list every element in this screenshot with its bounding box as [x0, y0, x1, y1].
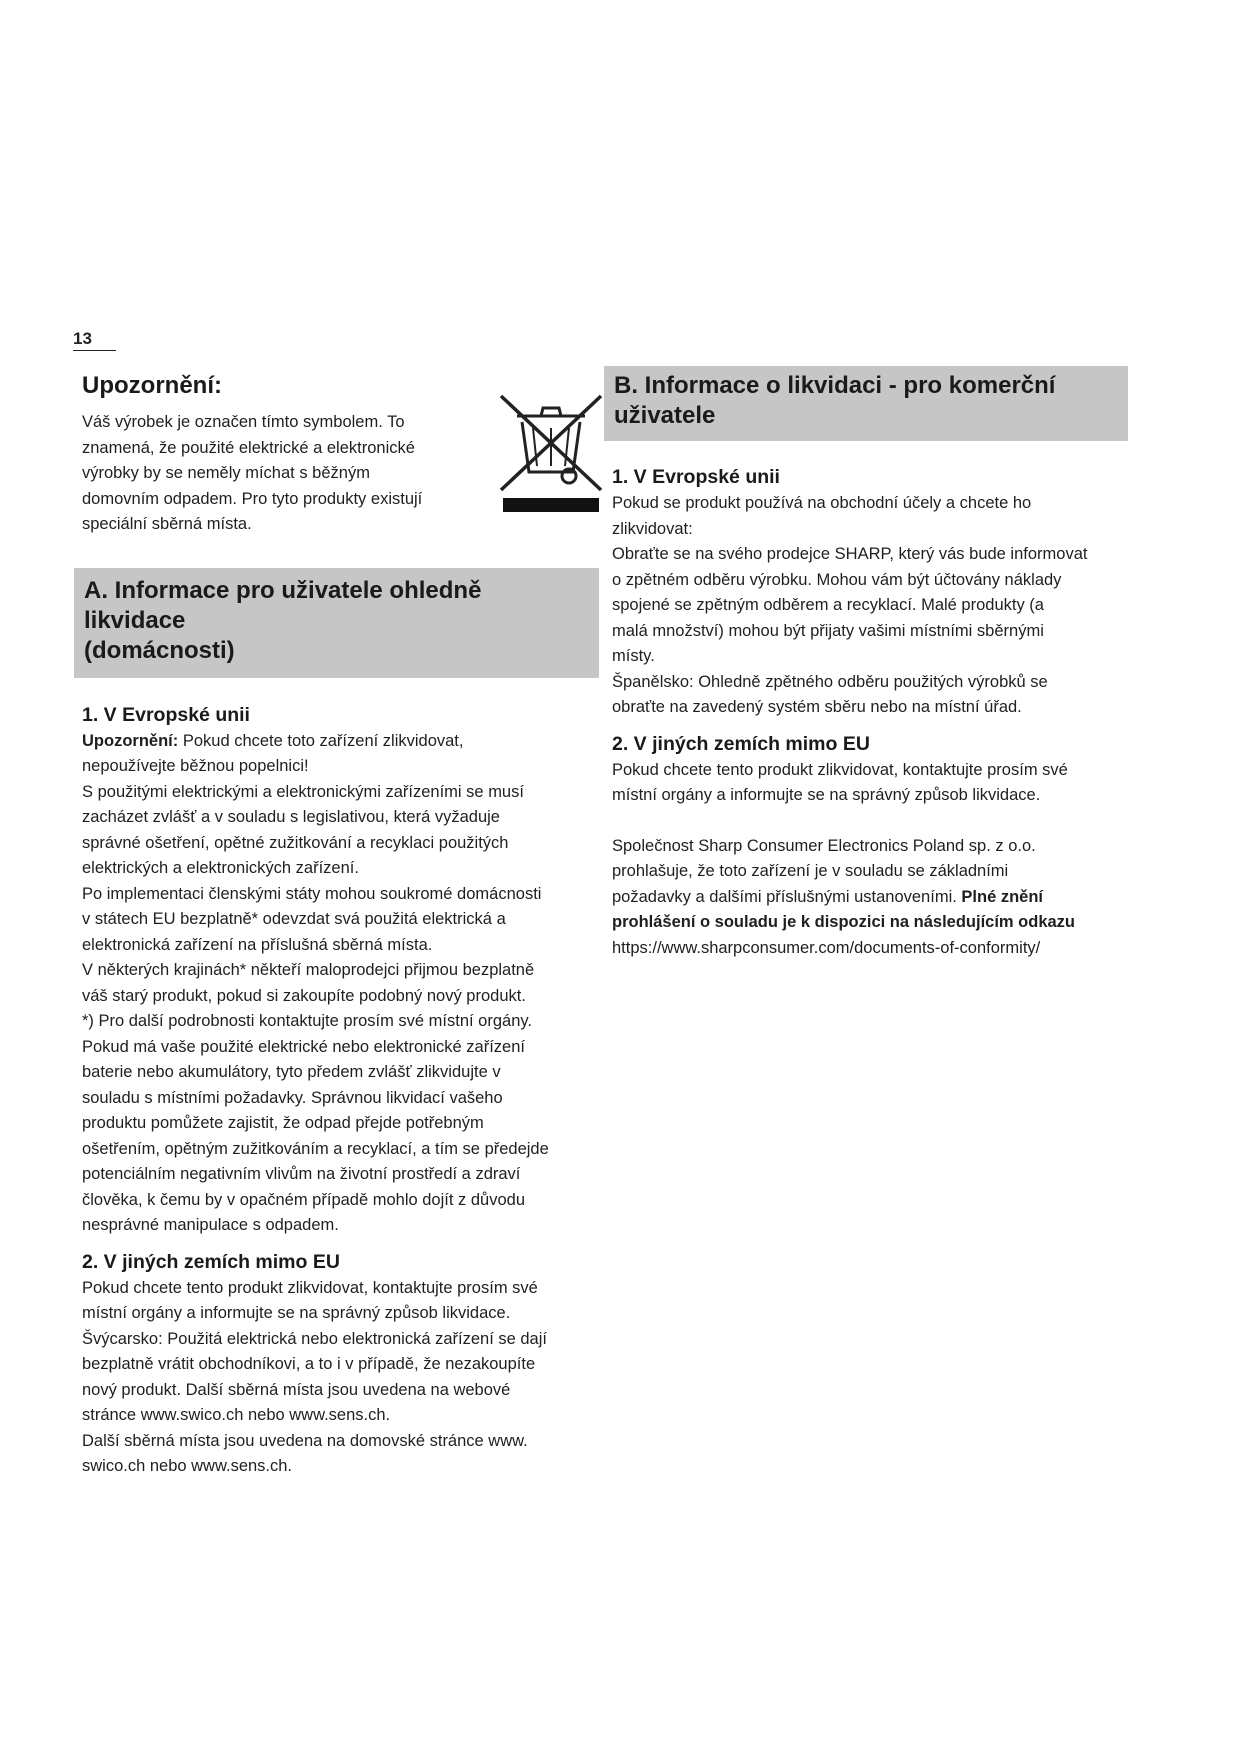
section-b-non-eu-heading: 2. V jiných zemích mimo EU [612, 732, 870, 755]
page-number: 13 [73, 328, 116, 351]
section-b-eu-text [612, 491, 1132, 721]
text-line: nepoužívejte běžnou popelnici! [82, 757, 309, 775]
text-line: Pokud chcete tento produkt zlikvidovat, kontaktujte prosím své [82, 1278, 538, 1297]
section-b-header [604, 366, 1128, 441]
text-line: bezplatně vrátit obchodníkovi, a to i v případě, že nezakoupíte [82, 1355, 536, 1373]
conformity-declaration [612, 834, 1132, 962]
text-line: zlikvidovat: [612, 519, 693, 538]
text-line: místní orgány a informujte se na správný způsob likvidace. [82, 1304, 511, 1322]
text-line: spojené se zpětným odběrem a recyklací. Malé produkty (a [612, 596, 1044, 614]
text-line: nesprávné manipulace s odpadem. [82, 1216, 339, 1234]
text-line: nový produkt. Další sběrná místa jsou uvedena na webové [82, 1380, 511, 1399]
section-a-title-line: (domácnosti) [84, 636, 235, 664]
section-b-title-line: uživatele [614, 402, 716, 429]
section-a-eu-text [82, 729, 592, 1239]
text-line: Švýcarsko: Použitá elektrická nebo elektronická zařízení se dají [82, 1329, 547, 1348]
section-a-non-eu [82, 1251, 592, 1480]
notice-line: Váš výrobek je označen tímto symbolem. To [82, 413, 405, 431]
section-b-eu-heading: 1. V Evropské unii [612, 466, 780, 488]
notice-title: Upozornění: [82, 372, 222, 399]
section-b-non-eu [612, 733, 1132, 809]
text-line: místy. [612, 647, 655, 665]
text-line: Španělsko: Ohledně zpětného odběru použitých výrobků se [612, 672, 1048, 691]
text-line: souladu s místními požadavky. Správnou likvidací vašeho [82, 1088, 503, 1107]
text-line: malá množství) mohou být přijaty vašimi místními sběrnými [612, 621, 1044, 640]
text-line [612, 885, 1132, 911]
text-line: Obraťte se na svého prodejce SHARP, který vás bude informovat [612, 545, 1088, 563]
section-a-title-line: A. Informace pro uživatele ohledně likvidace [84, 576, 482, 634]
notice-line: znamená, že použité elektrické a elektronické [82, 438, 415, 457]
text-line: swico.ch nebo www.sens.ch. [82, 1457, 293, 1475]
text-line: obraťte na zavedený systém sběru nebo na místní úřad. [612, 698, 1022, 716]
conformity-url-link[interactable]: https://www.sharpconsumer.com/documents-of-conformity/ [612, 938, 1041, 957]
left-column [82, 360, 592, 1480]
section-b-eu [612, 466, 1132, 721]
section-a-non-eu-text [82, 1276, 592, 1480]
text-line: potenciálním negativním vlivům na životní prostředí a zdraví [82, 1165, 521, 1183]
section-a-non-eu-heading: 2. V jiných zemích mimo EU [82, 1250, 340, 1273]
text-line [82, 729, 592, 755]
warning-text: Pokud chcete toto zařízení zlikvidovat, [178, 731, 464, 750]
crossed-out-bin-icon [495, 386, 607, 514]
right-column [612, 366, 1132, 961]
text-line: produktu pomůžete zajistit, že odpad přejde potřebným [82, 1114, 484, 1132]
text-line: Pokud se produkt používá na obchodní účely a chcete ho [612, 494, 1032, 512]
section-a-header [74, 568, 599, 678]
text-line: správné ošetření, opětné zužitkování a recyklaci použitých [82, 833, 509, 852]
text-line: stránce www.swico.ch nebo www.sens.ch. [82, 1406, 391, 1424]
section-b-title-line: B. Informace o likvidaci - pro komerční [614, 372, 1056, 399]
declaration-bold-text: Plné znění [961, 887, 1044, 906]
text-line: Pokud má vaše použité elektrické nebo elektronické zařízení [82, 1037, 525, 1056]
notice-line: domovním odpadem. Pro tyto produkty existují [82, 489, 423, 508]
declaration-plain-text: požadavky a dalšími příslušnými ustanoveními. [612, 887, 962, 906]
text-line: Po implementaci členskými státy mohou soukromé domácnosti [82, 884, 542, 903]
text-line: Společnost Sharp Consumer Electronics Poland sp. z o.o. [612, 836, 1036, 855]
declaration-bold-line: prohlášení o souladu je k dispozici na následujícím odkazu [612, 913, 1076, 931]
text-line: váš starý produkt, pokud si zakoupíte podobný nový produkt. [82, 986, 526, 1005]
text-line: místní orgány a informujte se na správný způsob likvidace. [612, 786, 1041, 804]
notice-text [82, 410, 472, 538]
text-line: S použitými elektrickými a elektronickými zařízeními se musí [82, 782, 524, 801]
text-line: Pokud chcete tento produkt zlikvidovat, kontaktujte prosím své [612, 760, 1068, 779]
text-line: *) Pro další podrobnosti kontaktujte prosím své místní orgány. [82, 1012, 532, 1030]
text-line: V některých krajinách* někteří maloprodejci přijmou bezplatně [82, 961, 535, 979]
text-line: zacházet zvlášť a v souladu s legislativou, která vyžaduje [82, 808, 500, 826]
text-line: člověka, k čemu by v opačném případě mohlo dojít z důvodu [82, 1190, 525, 1209]
text-line: o zpětném odběru výrobku. Mohou vám být účtovány náklady [612, 570, 1062, 589]
warning-label: Upozornění: [82, 731, 179, 750]
section-a-eu [82, 704, 592, 1239]
text-line: v státech EU bezplatně* odevzdat svá použitá elektrická a [82, 910, 506, 928]
notice-line: výrobky by se neměly míchat s běžným [82, 464, 370, 482]
text-line: ošetřením, opětným zužitkováním a recyklací, a tím se předejde [82, 1139, 549, 1158]
text-line: prohlašuje, že toto zařízení je v souladu se základními [612, 862, 1009, 880]
section-b-non-eu-text [612, 758, 1132, 809]
declaration-text [612, 834, 1132, 962]
text-line: baterie nebo akumulátory, tyto předem zvlášť zlikvidujte v [82, 1063, 501, 1081]
text-line: elektrických a elektronických zařízení. [82, 859, 359, 877]
text-line: elektronická zařízení na příslušná sběrná místa. [82, 935, 433, 954]
section-a-eu-heading: 1. V Evropské unii [82, 703, 250, 726]
notice-block [82, 372, 592, 538]
notice-line: speciální sběrná místa. [82, 515, 252, 533]
text-line: Další sběrná místa jsou uvedena na domovské stránce www. [82, 1431, 528, 1450]
